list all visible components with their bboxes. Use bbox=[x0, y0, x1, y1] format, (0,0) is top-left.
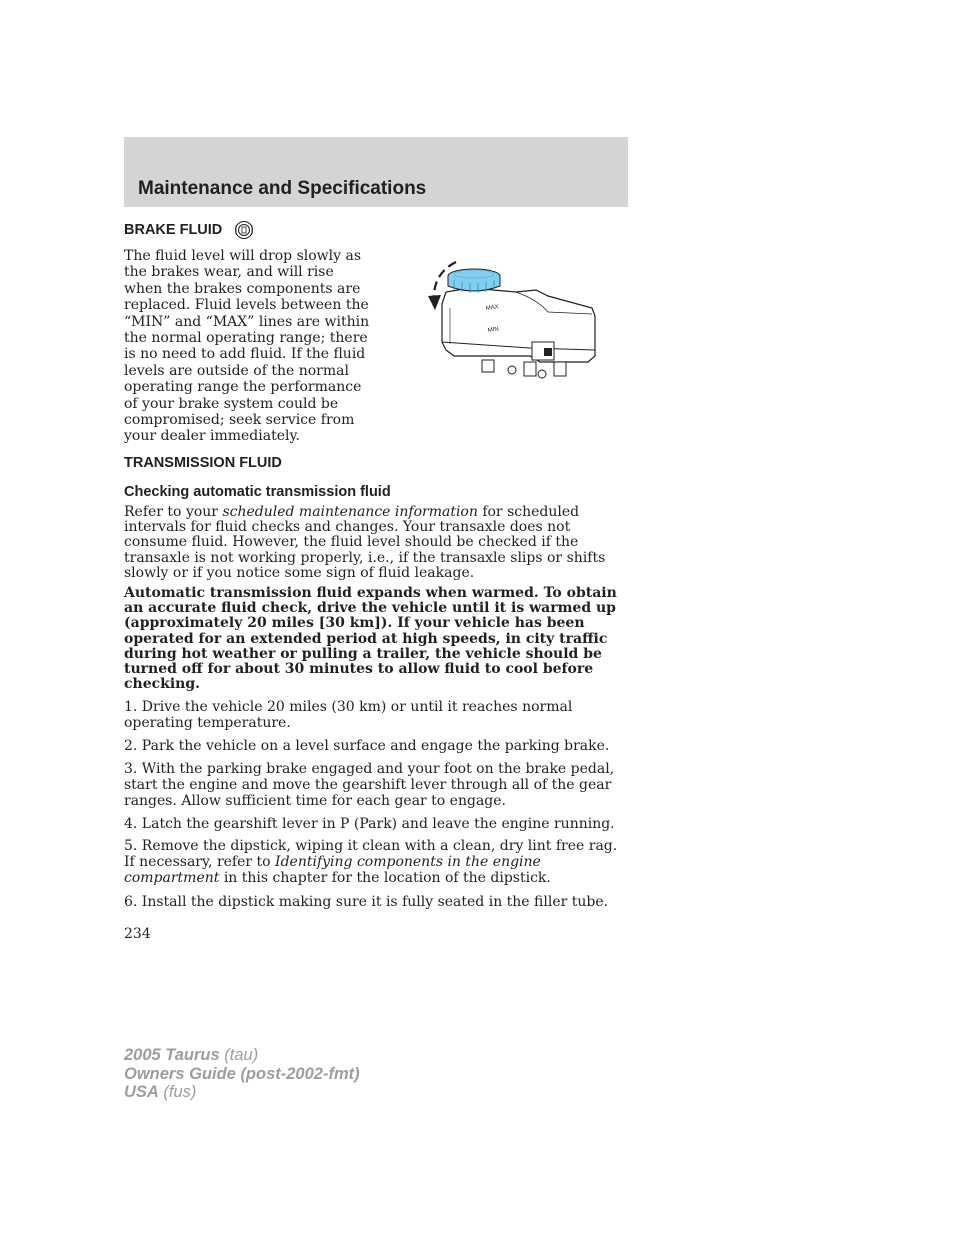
transmission-warning: Automatic transmission fluid expands when warmed. To obtain an accurate fluid check, drive the vehicle until it is warmed up (approximately 20 miles [30 km]). If your vehicle has been operated for an extended period at high speeds, in city traffic during hot weather or pulling a trailer, the vehicle should be turned off for about 30 minutes to allow fluid to cool before checking. bbox=[124, 585, 617, 693]
footer-line-1 bbox=[124, 1046, 360, 1065]
footer-model-code: (tau) bbox=[219, 1046, 259, 1064]
step-3: 3. With the parking brake engaged and your foot on the brake pedal, start the engine and move the gearshift lever through all of the gear ranges. Allow sufficient time for each gear to engage. bbox=[124, 761, 615, 809]
step-1: 1. Drive the vehicle 20 miles (30 km) or until it reaches normal operating temperature. bbox=[124, 699, 573, 731]
transmission-intro bbox=[124, 505, 630, 581]
intro-text-b: for scheduled intervals for fluid checks and changes. Your transaxle does not consume fluid. However, the fluid level should be checked if the transaxle is not working properly, i.e., if the transaxle slips or shifts slowly or if you notice some sign of fluid leakage. bbox=[124, 504, 606, 581]
step-5-text-a: 5. Remove the dipstick, wiping it clean with a clean, dry lint free rag. If necessary, refer to bbox=[124, 838, 618, 870]
step-5-text-b: in this chapter for the location of the dipstick. bbox=[219, 870, 551, 886]
footer-line-2: Owners Guide (post-2002-fmt) bbox=[124, 1064, 360, 1083]
step-4: 4. Latch the gearshift lever in P (Park) and leave the engine running. bbox=[124, 816, 615, 832]
intro-text-a: Refer to your bbox=[124, 504, 223, 520]
brake-reservoir-illustration bbox=[420, 252, 604, 384]
step-2: 2. Park the vehicle on a level surface and engage the parking brake. bbox=[124, 738, 610, 754]
svg-text:MIN: MIN bbox=[487, 326, 500, 334]
svg-text:MAX: MAX bbox=[485, 304, 500, 312]
footer-market: USA bbox=[124, 1083, 159, 1101]
brake-fluid-icon bbox=[234, 220, 254, 240]
footer-model: 2005 Taurus bbox=[124, 1046, 220, 1064]
footer bbox=[124, 1046, 360, 1102]
section-title: Maintenance and Specifications bbox=[138, 178, 427, 199]
step-5-ref: Identifying components in the engine compartment bbox=[124, 854, 541, 886]
checking-atf-subheading: Checking automatic transmission fluid bbox=[124, 484, 391, 500]
page-number: 234 bbox=[124, 926, 151, 942]
brake-fluid-heading: BRAKE FLUID bbox=[124, 222, 223, 238]
footer-line-3 bbox=[124, 1083, 360, 1102]
intro-ref-maintenance: scheduled maintenance information bbox=[222, 504, 478, 520]
footer-market-code: (fus) bbox=[158, 1083, 197, 1101]
transmission-fluid-heading: TRANSMISSION FLUID bbox=[124, 455, 282, 471]
brake-fluid-text: The fluid level will drop slowly as the brakes wear, and will rise when the brakes components are replaced. Fluid levels between the “MIN” and “MAX” lines are within the normal operating range; there is no need to add fluid. If the fluid levels are outside of the normal operating range the performance of your brake system could be compromised; seek service from your dealer immediately. bbox=[124, 248, 370, 445]
step-6: 6. Install the dipstick making sure it is fully seated in the filler tube. bbox=[124, 894, 609, 910]
step-5 bbox=[124, 838, 630, 886]
